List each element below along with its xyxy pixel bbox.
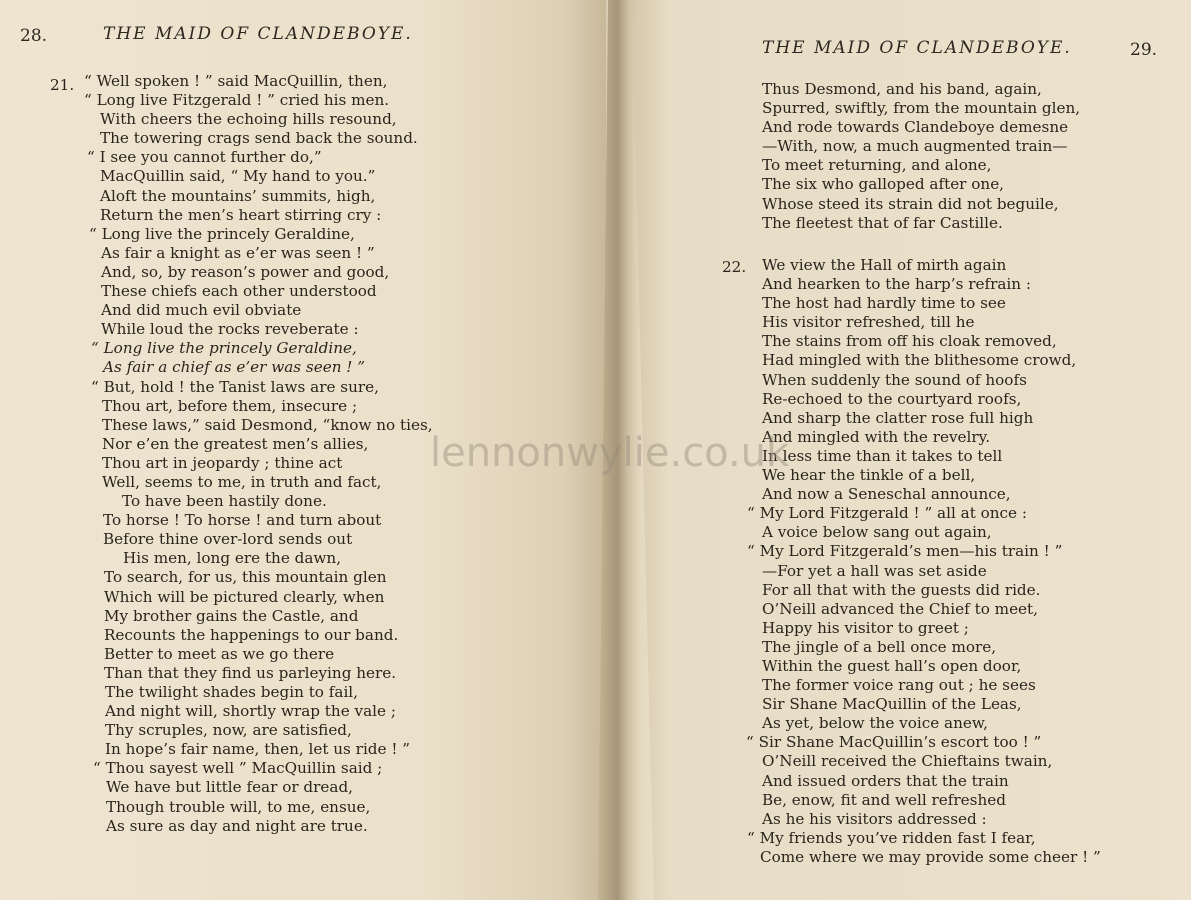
poem-line: When suddenly the sound of hoofs [762, 370, 1027, 389]
poem-line: Thy scruples, now, are satisfied, [105, 721, 352, 740]
left-stanza-number: 21. [50, 76, 75, 94]
poem-line: And hearken to the harp’s refrain : [762, 275, 1031, 294]
poem-line: Be, enow, fit and well refreshed [762, 790, 1006, 809]
right-stanza-number: 22. [722, 258, 747, 276]
poem-line: The former voice rang out ; he sees [762, 676, 1036, 695]
poem-line: “ I see you cannot further do,” [87, 148, 322, 167]
poem-line: And issued orders that the train [762, 771, 1009, 790]
poem-line: Before thine over-lord sends out [103, 530, 353, 549]
poem-line: As fair a chief as e’er was seen ! ” [103, 358, 365, 377]
poem-line: Come where we may provide some cheer ! ” [760, 847, 1101, 866]
poem-line: Thou art in jeopardy ; thine act [102, 453, 343, 472]
poem-line: To search, for us, this mountain glen [104, 568, 387, 587]
poem-line: Re-echoed to the courtyard roofs, [762, 389, 1022, 408]
poem-line: As yet, below the voice anew, [762, 714, 988, 733]
poem-line: Thou art, before them, insecure ; [102, 396, 358, 415]
watermark-text: lennonwylie.co.uk [430, 430, 790, 476]
right-poem-block-b [746, 256, 1103, 867]
poem-line: Return the men’s heart stirring cry : [100, 205, 382, 224]
poem-line: For all that with the guests did ride. [762, 580, 1041, 599]
poem-line: “ My friends you’ve ridden fast I fear, [747, 828, 1036, 847]
poem-line: “ My Lord Fitzgerald’s men—his train ! ” [747, 542, 1063, 561]
poem-line: Happy his visitor to greet ; [762, 618, 969, 637]
right-running-head: THE MAID OF CLANDEBOYE. [762, 38, 1072, 58]
poem-line: And sharp the clatter rose full high [762, 408, 1034, 427]
poem-line: With cheers the echoing hills resound, [100, 110, 397, 129]
poem-line: Sir Shane MacQuillin of the Leas, [762, 695, 1022, 714]
poem-line: The towering crags send back the sound. [100, 129, 418, 148]
poem-line: The stains from off his cloak removed, [762, 332, 1057, 351]
poem-line: As fair a knight as e’er was seen ! ” [101, 243, 375, 262]
poem-line: These chiefs each other understood [101, 282, 377, 301]
poem-line: My brother gains the Castle, and [104, 606, 359, 625]
poem-line: O’Neill received the Chieftains twain, [762, 752, 1053, 771]
poem-line: Spurred, swiftly, from the mountain glen, [762, 99, 1081, 118]
poem-line: Within the guest hall’s open door, [762, 656, 1022, 675]
poem-line: To horse ! To horse ! and turn about [103, 511, 382, 530]
poem-line: O’Neill advanced the Chief to meet, [762, 599, 1038, 618]
poem-line: While loud the rocks reveberate : [101, 320, 359, 339]
poem-line: His men, long ere the dawn, [123, 549, 342, 568]
poem-line: Aloft the mountains’ summits, high, [100, 186, 376, 205]
poem-line: Nor e’en the greatest men’s allies, [102, 434, 369, 453]
poem-line: We have but little fear or dread, [106, 778, 354, 797]
poem-line: The twilight shades begin to fail, [105, 683, 358, 701]
poem-line: We view the Hall of mirth again [762, 256, 1007, 274]
poem-line: The six who galloped after one, [762, 175, 1005, 194]
poem-line: “ Well spoken ! ” said MacQuillin, then, [84, 72, 388, 90]
poem-line: As sure as day and night are true. [106, 816, 368, 835]
poem-line: Whose steed its strain did not beguile, [762, 194, 1059, 213]
poem-line: Which will be pictured clearly, when [104, 587, 385, 606]
poem-line: And mingled with the revelry. [762, 427, 991, 446]
poem-line: Had mingled with the blithesome crowd, [762, 351, 1077, 370]
poem-line: MacQuillin said, “ My hand to you.” [100, 167, 376, 186]
poem-line: “ But, hold ! the Tanist laws are sure, [91, 377, 379, 396]
poem-line: And, so, by reason’s power and good, [101, 262, 390, 281]
poem-line: “ Sir Shane MacQuillin’s escort too ! ” [746, 733, 1042, 752]
poem-line: Thus Desmond, and his band, again, [762, 80, 1042, 98]
poem-line: The host had hardly time to see [762, 294, 1006, 313]
poem-line: A voice below sang out again, [762, 523, 992, 542]
poem-line: —For yet a hall was set aside [762, 561, 987, 580]
poem-line: His visitor refreshed, till he [762, 313, 975, 332]
poem-line: We hear the tinkle of a bell, [762, 466, 976, 485]
poem-line: The fleetest that of far Castille. [762, 213, 1003, 232]
poem-line: These laws,” said Desmond, “know no ties, [102, 415, 433, 434]
poem-line: In hope’s fair name, then, let us ride ! ” [105, 740, 411, 759]
right-page-number: 29. [1130, 40, 1158, 60]
poem-line: And did much evil obviate [101, 301, 302, 320]
poem-line: “ My Lord Fitzgerald ! ” all at once : [747, 504, 1027, 523]
poem-line: Than that they find us parleying here. [104, 663, 397, 682]
poem-line: The jingle of a bell once more, [762, 637, 997, 656]
poem-line: Well, seems to me, in truth and fact, [102, 472, 382, 491]
left-running-head: THE MAID OF CLANDEBOYE. [103, 24, 413, 44]
poem-line: “ Long live the princely Geraldine, [89, 224, 355, 243]
poem-line: “ Thou sayest well ” MacQuillin said ; [93, 759, 383, 778]
poem-line: To meet returning, and alone, [762, 156, 992, 175]
poem-line: In less time than it takes to tell [762, 446, 1003, 465]
poem-line: And now a Seneschal announce, [762, 485, 1011, 504]
poem-line: Though trouble will, to me, ensue, [106, 797, 371, 816]
left-page-number: 28. [20, 26, 48, 46]
poem-line: To have been hastily done. [122, 492, 327, 511]
poem-line: And rode towards Clandeboye demesne [762, 118, 1069, 137]
poem-line: —With, now, a much augmented train— [762, 137, 1068, 156]
poem-line: “ Long live Fitzgerald ! ” cried his men. [84, 91, 390, 110]
poem-line: And night will, shortly wrap the vale ; [105, 702, 396, 721]
poem-line: As he his visitors addressed : [762, 809, 987, 828]
left-poem-block [54, 72, 433, 836]
poem-line: Better to meet as we go there [104, 644, 335, 663]
poem-line: “ Long live the princely Geraldine, [91, 339, 357, 358]
right-poem-block-a [762, 80, 1080, 233]
poem-line: Recounts the happenings to our band. [104, 625, 399, 644]
